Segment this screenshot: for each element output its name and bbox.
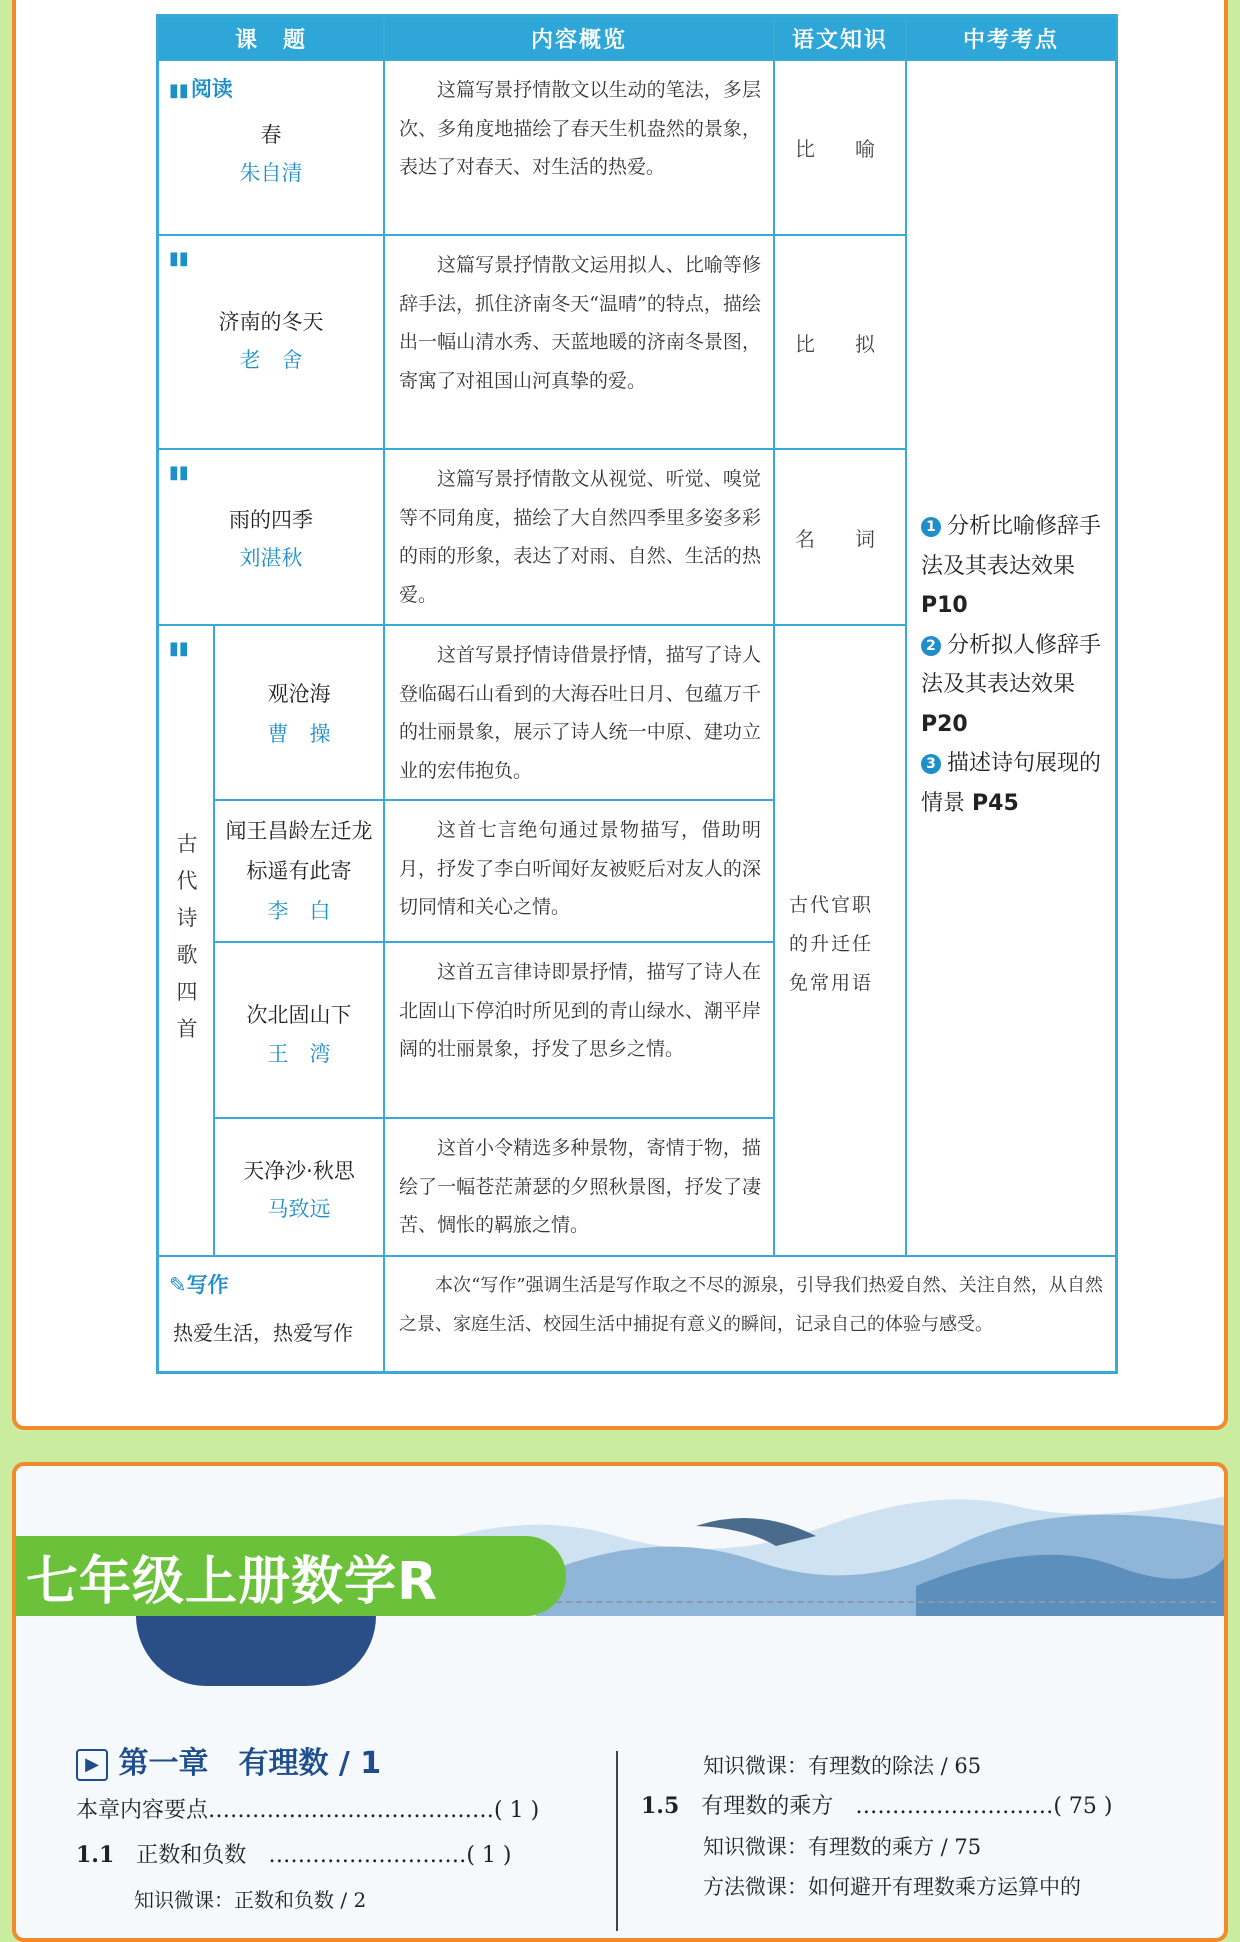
toc-subentry: 知识微课：有理数的除法 / 65	[703, 1754, 982, 1778]
title-graphic	[136, 1616, 376, 1686]
book-banner: 七年级上册数学R	[16, 1536, 566, 1616]
writing-title: 热爱生活，热爱写作	[173, 1321, 353, 1345]
toc-entry[interactable]: 1.1 正数和负数 ………………………( 1 )	[76, 1842, 512, 1868]
toc-right	[641, 1746, 1211, 1907]
poem-author: 王 湾	[267, 1042, 331, 1066]
column-divider	[616, 1751, 618, 1931]
exam-point: 1 分析比喻修辞手法及其表达效果 P10	[921, 514, 1102, 618]
exam-points-list	[921, 507, 1105, 823]
play-icon: ▶	[76, 1749, 108, 1781]
toc-subentry: 知识微课：有理数的乘方 / 75	[703, 1835, 982, 1859]
chapter-heading: ▶ 第一章 有理数 / 1	[76, 1738, 381, 1782]
lesson-summary: 这篇写景抒情散文以生动的笔法，多层次、多角度地描绘了春天生机盎然的景象，表达了对春天、对生活的热爱。	[384, 60, 774, 235]
row-jinan-topic	[158, 235, 384, 449]
lesson-author: 老 舍	[239, 348, 303, 372]
poems-group-cell	[158, 625, 214, 1256]
poem-topic	[214, 1118, 384, 1256]
writing-label: ✎写作	[169, 1273, 229, 1297]
poem-topic	[214, 942, 384, 1118]
header-topic: 课 题	[158, 16, 384, 60]
content-table	[156, 14, 1118, 1374]
toc-entry[interactable]: 1.5 有理数的乘方 ………………………( 75 )	[641, 1793, 1113, 1819]
lesson-author: 朱自清	[239, 161, 303, 185]
lesson-title: 济南的冬天	[218, 310, 324, 334]
poem-topic	[214, 625, 384, 800]
poem-title: 次北固山下	[246, 1003, 352, 1027]
writing-topic	[158, 1256, 384, 1372]
lesson-knowledge: 名 词	[774, 449, 906, 625]
table-panel	[12, 0, 1228, 1430]
poem-summary: 这首五言律诗即景抒情，描写了诗人在北固山下停泊时所见到的青山绿水、潮平岸阔的壮丽景象，抒发了思乡之情。	[384, 942, 774, 1118]
poems-knowledge: 古代官职的升迁任免常用语	[789, 894, 874, 994]
header-knowledge: 语文知识	[774, 16, 906, 60]
lesson-knowledge: 比 喻	[774, 60, 906, 235]
lesson-knowledge: 比 拟	[774, 235, 906, 449]
toc-subentry: 知识微课：正数和负数 / 2	[134, 1888, 367, 1912]
reading-label: 阅读	[190, 77, 233, 101]
poems-group-label: 古代诗歌四首	[176, 832, 198, 1041]
poem-summary: 这首写景抒情诗借景抒情，描写了诗人登临碣石山看到的大海吞吐日月、包蕴万千的壮丽景象，展示了诗人统一中原、建功立业的宏伟抱负。	[384, 625, 774, 800]
poem-title: 观沧海	[267, 682, 331, 706]
exam-point: 3 描述诗句展现的情景 P45	[921, 751, 1102, 816]
writing-summary: 本次“写作”强调生活是写作取之不尽的源泉，引导我们热爱自然、关注自然，从自然之景、家庭生活、校园生活中捕捉有意义的瞬间，记录自己的体验与感受。	[384, 1256, 1116, 1372]
book-icon: ▮▮	[169, 638, 189, 659]
poem-summary: 这首小令精选多种景物，寄情于物，描绘了一幅苍茫萧瑟的夕照秋景图，抒发了凄苦、惆怅的羁旅之情。	[384, 1118, 774, 1256]
lesson-author: 刘湛秋	[239, 546, 303, 570]
exam-points-cell	[906, 60, 1116, 1256]
toc-entry[interactable]: 本章内容要点…………………………………( 1 )	[76, 1798, 540, 1823]
header-overview: 内容概览	[384, 16, 774, 60]
lesson-title: 雨的四季	[229, 508, 313, 532]
lesson-title: 春	[260, 123, 282, 147]
toc-subentry: 方法微课：如何避开有理数乘方运算中的	[703, 1875, 1081, 1899]
poem-author: 马致远	[267, 1197, 331, 1221]
book-icon: ▮▮阅读	[169, 77, 233, 101]
toc-left	[76, 1788, 616, 1923]
dashed-rule	[556, 1601, 1216, 1603]
pencil-icon: ✎	[169, 1273, 187, 1297]
poem-author: 李 白	[267, 899, 331, 923]
poems-knowledge-cell	[774, 625, 906, 1256]
poem-title: 天净沙·秋思	[243, 1159, 355, 1183]
poem-title: 闻王昌龄左迁龙标遥有此寄	[225, 819, 373, 883]
header-exam: 中考考点	[906, 16, 1116, 60]
exam-point: 2 分析拟人修辞手法及其表达效果 P20	[921, 632, 1102, 737]
lesson-summary: 这篇写景抒情散文从视觉、听觉、嗅觉等不同角度，描绘了大自然四季里多姿多彩的雨的形象，表达了对雨、自然、生活的热爱。	[384, 449, 774, 625]
math-panel	[12, 1462, 1228, 1942]
book-icon: ▮▮	[169, 248, 189, 269]
row-chun-topic	[158, 60, 384, 235]
book-icon: ▮▮	[169, 462, 189, 483]
poem-author: 曹 操	[267, 722, 331, 746]
row-rain-topic	[158, 449, 384, 625]
lesson-summary: 这篇写景抒情散文运用拟人、比喻等修辞手法，抓住济南冬天“温晴”的特点，描绘出一幅山清水秀、天蓝地暖的济南冬景图，寄寓了对祖国山河真挚的爱。	[384, 235, 774, 449]
poem-topic	[214, 800, 384, 942]
poem-summary: 这首七言绝句通过景物描写，借助明月，抒发了李白听闻好友被贬后对友人的深切同情和关心之情。	[384, 800, 774, 942]
